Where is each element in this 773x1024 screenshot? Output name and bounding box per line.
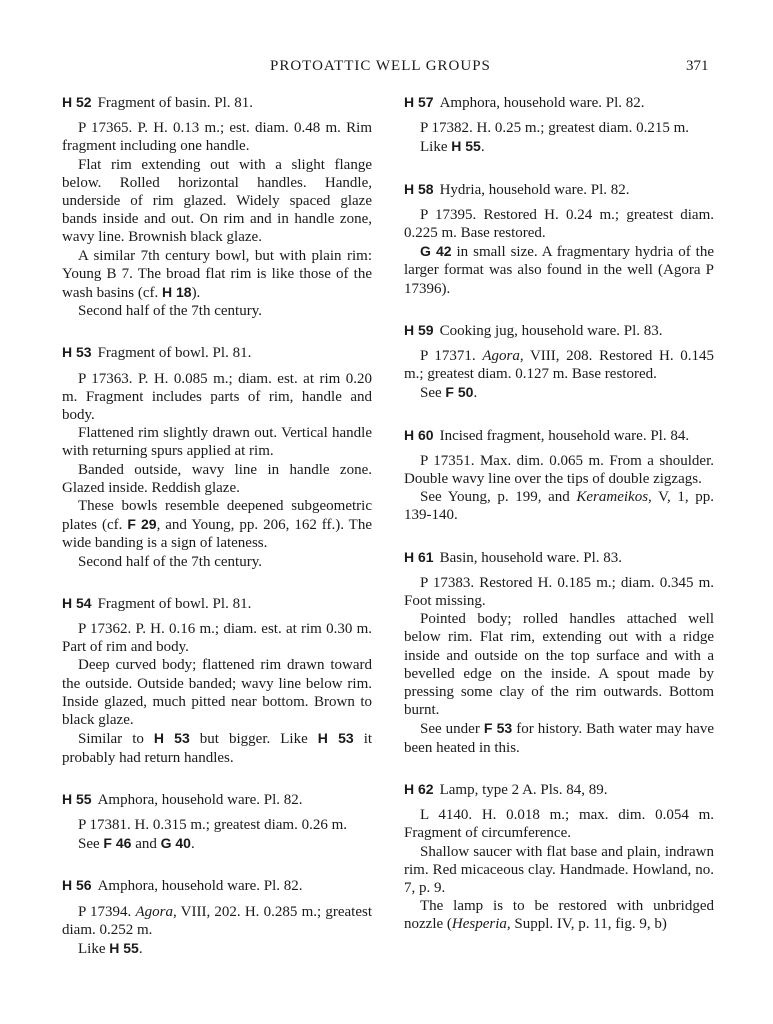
entry-h55	[62, 790, 372, 854]
cross-reference: G 40	[160, 835, 191, 852]
entry-heading	[404, 426, 714, 445]
cross-reference: H 53	[153, 730, 190, 747]
text: Similar to	[78, 731, 144, 748]
text: in small size. A fragmentary hydria of the larger format was also found in the well (Agora P 17396).	[404, 244, 714, 297]
entry-heading	[404, 180, 714, 199]
cross-reference: F 29	[127, 516, 157, 533]
cross-reference: F 46	[103, 835, 132, 852]
entry-title: Lamp, type 2 A. Pls. 84, 89.	[439, 781, 608, 798]
paragraph: L 4140. H. 0.018 m.; max. dim. 0.054 m. Fragment of circumference.	[404, 807, 714, 842]
text: See Young, p. 199, and	[420, 489, 570, 506]
entry-title: Amphora, household ware. Pl. 82.	[439, 95, 645, 111]
catalog-number: H 53	[62, 344, 92, 361]
text: for history. Bath water may have been heated in this.	[404, 721, 715, 756]
entry-h60	[404, 426, 714, 525]
paragraph: P 17381. H. 0.315 m.; greatest diam. 0.26 m.	[78, 816, 348, 833]
text: , V, 1, pp. 139-140.	[404, 489, 714, 524]
text: and	[135, 836, 157, 853]
catalog-number: H 52	[62, 94, 92, 110]
entry-heading	[62, 93, 372, 112]
paragraph: Flattened rim slightly drawn out. Vertical handle with returning spurs applied at rim.	[62, 425, 372, 460]
paragraph: P 17395. Restored H. 0.24 m.; greatest diam. 0.225 m. Base restored.	[404, 206, 714, 242]
entry-h57	[404, 93, 714, 157]
entry-title: Fragment of bowl. Pl. 81.	[97, 345, 252, 362]
paragraph	[404, 897, 714, 933]
paragraph	[62, 247, 372, 303]
page-number: 371	[686, 58, 709, 74]
text: , Suppl. IV, p. 11, fig. 9, b)	[506, 916, 667, 933]
italic-title: Agora	[135, 903, 173, 920]
paragraph: P 17363. P. H. 0.085 m.; diam. est. at rim 0.20 m. Fragment includes parts of rim, handle and body.	[62, 370, 372, 424]
cross-reference: G 42	[420, 243, 452, 260]
text: See	[78, 836, 100, 853]
paragraph	[62, 497, 372, 553]
paragraph: P 17382. H. 0.25 m.; greatest diam. 0.215 m.	[420, 120, 690, 137]
text: Like	[420, 139, 448, 156]
text: See	[420, 385, 442, 402]
text: , and Young, pp. 206, 162 ff.). The wide banding is a sign of lateness.	[62, 517, 373, 552]
catalog-number: H 57	[404, 94, 434, 110]
cross-reference: H 18	[161, 284, 192, 301]
paragraph: Second half of the 7th century.	[78, 303, 262, 320]
text: .	[473, 385, 478, 402]
entry-title: Basin, household ware. Pl. 83.	[439, 549, 623, 566]
catalog-number: H 61	[404, 548, 434, 565]
text: A similar 7th century bowl, but with plain rim: Young B 7. The broad flat rim is like those of the wash basins (cf.	[62, 247, 372, 302]
text: P 17371.	[420, 348, 476, 365]
entry-heading	[404, 548, 714, 567]
text: .	[138, 940, 143, 957]
paragraph	[62, 729, 372, 766]
left-column	[62, 93, 372, 981]
entry-heading	[404, 321, 714, 340]
paragraph: Shallow saucer with flat base and plain, indrawn rim. Red micaceous clay. Handmade. Howland, no. 7, p. 9.	[404, 843, 714, 896]
entry-title: Amphora, household ware. Pl. 82.	[97, 878, 303, 895]
paragraph	[404, 347, 714, 383]
italic-title: Hesperia	[451, 916, 507, 933]
cross-reference: F 53	[483, 720, 513, 737]
paragraph: Second half of the 7th century.	[78, 553, 262, 570]
paragraph: Deep curved body; flattened rim drawn toward the outside. Outside banded; wavy line below rim. Inside glazed, much pitted near bottom. Brown to black glaze.	[62, 657, 372, 729]
paragraph: Flat rim extending out with a slight flange below. Rolled horizontal handles. Handle, underside of rim glazed. Widely spaced glaze bands inside and out. On rim and in handle zone, wavy line. Brownish black glaze.	[62, 156, 372, 246]
italic-title: Kerameikos	[576, 489, 649, 506]
catalog-number: H 55	[62, 790, 92, 807]
cross-reference: H 53	[317, 730, 354, 747]
entry-heading	[404, 780, 714, 799]
entry-title: Amphora, household ware. Pl. 82.	[97, 791, 303, 808]
text: The lamp is to be restored with unbridged nozzle (	[404, 898, 714, 933]
text: .	[480, 139, 485, 156]
entry-heading	[62, 594, 372, 613]
entry-h61	[404, 548, 714, 757]
italic-title: Agora	[482, 348, 520, 365]
entry-h52	[62, 93, 372, 320]
entry-h58	[404, 180, 714, 298]
paragraph	[62, 939, 372, 958]
entry-h56	[62, 876, 372, 958]
text: These bowls resemble deepened subgeometric plates (cf.	[62, 498, 372, 534]
catalog-number: H 56	[62, 877, 92, 894]
text: but bigger. Like	[199, 731, 308, 748]
paragraph	[62, 903, 372, 939]
catalog-number: H 58	[404, 180, 434, 197]
cross-reference: H 55	[109, 939, 139, 956]
paragraph: P 17362. P. H. 0.16 m.; diam. est. at rim 0.30 m. Part of rim and body.	[62, 621, 372, 656]
entry-h59	[404, 321, 714, 403]
entry-h53	[62, 343, 372, 570]
paragraph	[404, 137, 714, 156]
paragraph: P 17365. P. H. 0.13 m.; est. diam. 0.48 m. Rim fragment including one handle.	[62, 120, 372, 155]
text: See under	[420, 721, 480, 738]
text: , VIII, 202. H. 0.285 m.; greatest diam. 0.252 m.	[62, 903, 373, 938]
text: it probably had return handles.	[62, 731, 373, 766]
entry-h54	[62, 594, 372, 767]
text: ).	[191, 285, 201, 302]
text: .	[190, 836, 195, 853]
entry-title: Cooking jug, household ware. Pl. 83.	[439, 322, 663, 339]
entry-title: Fragment of bowl. Pl. 81.	[97, 595, 252, 612]
entry-heading	[62, 876, 372, 895]
catalog-number: H 59	[404, 321, 434, 338]
entry-heading	[404, 93, 714, 112]
paragraph	[404, 383, 714, 402]
text: , VIII, 208. Restored H. 0.145 m.; greatest diam. 0.127 m. Base restored.	[404, 348, 715, 383]
cross-reference: F 50	[445, 384, 474, 401]
entry-heading	[62, 790, 372, 809]
paragraph	[62, 834, 372, 853]
entry-heading	[62, 343, 372, 362]
entry-title: Hydria, household ware. Pl. 82.	[439, 181, 630, 198]
cross-reference: H 55	[451, 138, 481, 155]
paragraph: P 17383. Restored H. 0.185 m.; diam. 0.345 m. Foot missing.	[404, 574, 714, 610]
paragraph	[404, 719, 714, 756]
paragraph: Banded outside, wavy line in handle zone. Glazed inside. Reddish glaze.	[62, 461, 372, 496]
paragraph: P 17351. Max. dim. 0.065 m. From a shoulder. Double wavy line over the tips of double zigzags.	[404, 452, 714, 488]
catalog-number: H 60	[404, 426, 434, 443]
entry-h62	[404, 780, 714, 934]
right-column	[404, 93, 714, 957]
paragraph: Pointed body; rolled handles attached well below rim. Flat rim, extending out with a ridge inside and outside on the top surface and with a bevelled edge on the inside. A spout made by pressing some clay of the rim outwards. Bottom burnt.	[404, 611, 714, 719]
paragraph	[404, 242, 714, 298]
entry-title: Fragment of basin. Pl. 81.	[97, 95, 253, 111]
text: Like	[78, 940, 106, 957]
running-head: PROTOATTIC WELL GROUPS	[270, 58, 491, 74]
text: P 17394.	[78, 903, 132, 920]
catalog-number: H 54	[62, 594, 92, 611]
paragraph	[404, 488, 714, 524]
entry-title: Incised fragment, household ware. Pl. 84.	[439, 427, 690, 444]
catalog-number: H 62	[404, 780, 434, 797]
